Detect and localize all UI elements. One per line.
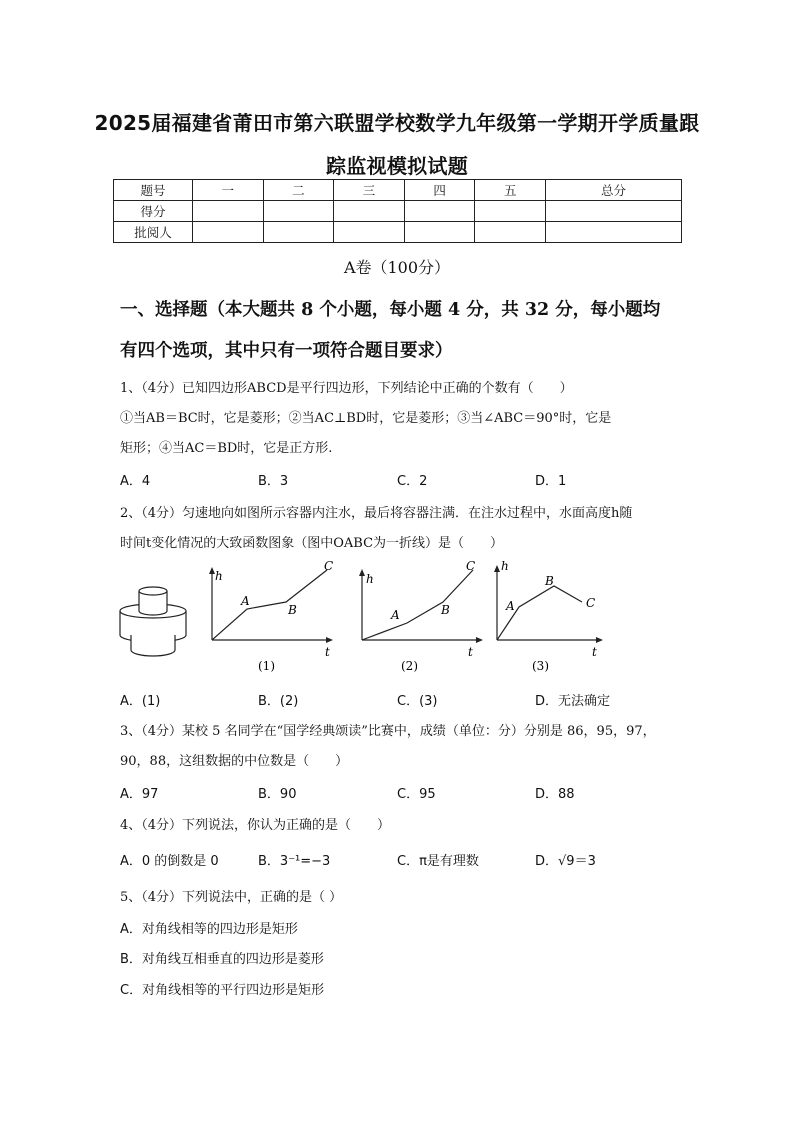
question-3-line2: 90，88，这组数据的中位数是（ ） [120, 754, 349, 769]
q4-option-b[interactable]: B．3⁻¹=−3 [258, 854, 331, 869]
volume-heading: A卷（100分） [343, 258, 451, 277]
question-2-line1: 2、（4分）匀速地向如图所示容器内注水，最后将容器注满．在注水过程中，水面高度h随 [120, 506, 633, 521]
q1-option-c[interactable]: C．2 [397, 474, 428, 489]
score-cell[interactable] [404, 201, 475, 222]
q3-option-b[interactable]: B．90 [258, 787, 297, 802]
score-table-header-row [114, 180, 682, 201]
table-header-cell: 五 [475, 180, 546, 201]
graph-3-t-label: t [592, 645, 597, 659]
q1-option-b[interactable]: B．3 [258, 474, 289, 489]
graph-3-polyline [497, 586, 582, 640]
graph-2-t-label: t [468, 645, 473, 659]
score-cell[interactable] [546, 201, 682, 222]
graph-2-point-a: A [391, 608, 400, 622]
graph-1-h-label: h [215, 569, 223, 583]
graph-1-polyline [212, 570, 327, 640]
score-cell[interactable] [334, 201, 405, 222]
exam-title-line2: 踪监视模拟试题 [325, 154, 469, 178]
q1-option-a[interactable]: A．4 [120, 474, 151, 489]
question-1-line3: 矩形；④当AC＝BD时，它是正方形. [120, 441, 333, 456]
q5-option-a[interactable]: A．对角线相等的四边形是矩形 [120, 922, 298, 937]
q2-option-a[interactable]: A．(1) [120, 694, 161, 709]
table-header-cell: 四 [404, 180, 475, 201]
graph-2-point-c: C [466, 559, 476, 573]
question-5-stem: 5、（4分）下列说法中，正确的是（ ） [120, 890, 343, 905]
question-1-stem: 1、（4分）已知四边形ABCD是平行四边形，下列结论中正确的个数有（ ） [120, 381, 573, 396]
q3-option-c[interactable]: C．95 [397, 787, 436, 802]
graph-1-point-c: C [324, 559, 334, 573]
graph-3-point-a: A [506, 599, 515, 613]
q4-option-a[interactable]: A．0 的倒数是 0 [120, 854, 219, 869]
q4-option-d[interactable]: D．√9＝3 [535, 854, 596, 869]
graph-3-point-c: C [586, 596, 596, 610]
graph-3-point-b: B [545, 574, 554, 588]
table-header-cell: 二 [263, 180, 334, 201]
score-cell[interactable] [263, 201, 334, 222]
table-row-label: 得分 [114, 201, 193, 222]
exam-title-line1: 2025届福建省莆田市第六联盟学校数学九年级第一学期开学质量跟 [94, 111, 700, 135]
question-2-line2: 时间t变化情况的大致函数图象（图中OABC为一折线）是（ ） [120, 536, 504, 551]
graph-2-caption: (2) [401, 659, 418, 673]
graph-1-t-label: t [325, 645, 330, 659]
graph-1-point-a: A [241, 594, 250, 608]
q2-figure [115, 558, 615, 678]
graph-1-caption: (1) [258, 659, 275, 673]
q2-option-b[interactable]: B．(2) [258, 694, 299, 709]
graph-2-h-label: h [366, 572, 374, 586]
score-table-score-row [114, 201, 682, 222]
reviewer-cell[interactable] [475, 222, 546, 243]
table-header-cell: 题号 [114, 180, 193, 201]
reviewer-cell[interactable] [193, 222, 264, 243]
table-header-cell: 三 [334, 180, 405, 201]
graph-1-point-b: B [288, 603, 297, 617]
table-row-label: 批阅人 [114, 222, 193, 243]
section-heading-line2: 有四个选项，其中只有一项符合题目要求） [120, 341, 453, 361]
q4-option-c[interactable]: C．π是有理数 [397, 854, 479, 869]
q3-option-a[interactable]: A．97 [120, 787, 159, 802]
reviewer-cell[interactable] [334, 222, 405, 243]
score-table-reviewer-row [114, 222, 682, 243]
question-1-line2: ①当AB＝BC时，它是菱形；②当AC⊥BD时，它是菱形；③当∠ABC＝90°时，它是 [120, 411, 612, 426]
score-table [113, 179, 682, 243]
graph-2-point-b: B [441, 603, 450, 617]
q1-option-d[interactable]: D．1 [535, 474, 567, 489]
graph-2-polyline [362, 570, 473, 640]
table-header-cell: 一 [193, 180, 264, 201]
graph-3-h-label: h [501, 559, 509, 573]
table-header-cell: 总分 [546, 180, 682, 201]
q2-option-c[interactable]: C．(3) [397, 694, 438, 709]
reviewer-cell[interactable] [546, 222, 682, 243]
reviewer-cell[interactable] [404, 222, 475, 243]
reviewer-cell[interactable] [263, 222, 334, 243]
graph-2 [359, 569, 483, 643]
graph-3-caption: (3) [532, 659, 549, 673]
question-3-line1: 3、（4分）某校 5 名同学在“国学经典颂读”比赛中，成绩（单位：分）分别是 86，95，97， [120, 724, 656, 739]
section-heading-line1: 一、选择题（本大题共 8 个小题，每小题 4 分，共 32 分，每小题均 [120, 300, 661, 320]
q3-option-d[interactable]: D．88 [535, 787, 575, 802]
q5-option-b[interactable]: B．对角线互相垂直的四边形是菱形 [120, 952, 324, 967]
score-cell[interactable] [475, 201, 546, 222]
score-cell[interactable] [193, 201, 264, 222]
graph-1 [209, 567, 333, 643]
q2-option-d[interactable]: D．无法确定 [535, 694, 611, 709]
q5-option-c[interactable]: C．对角线相等的平行四边形是矩形 [120, 983, 325, 998]
question-4-stem: 4、（4分）下列说法，你认为正确的是（ ） [120, 818, 391, 833]
container-icon [120, 587, 186, 656]
